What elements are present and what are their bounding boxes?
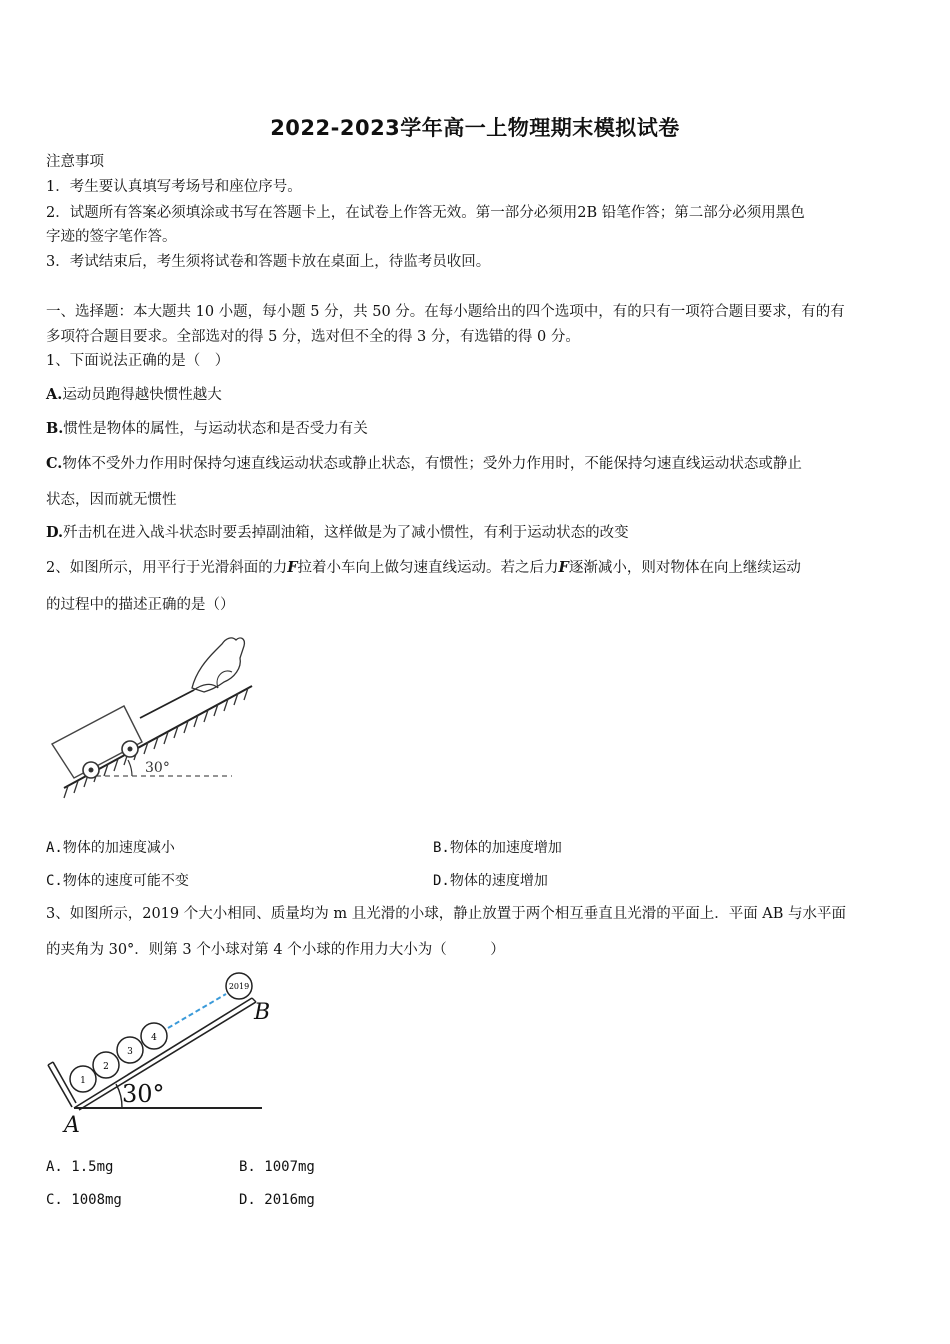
option-label: D.	[46, 524, 64, 541]
section-instructions: 一、选择题：本大题共 10 小题，每小题 5 分，共 50 分。在每小题给出的四个选项中，有的只有一项符合题目要求，有的有	[46, 304, 845, 320]
notice-item: 3．考试结束后，考生须将试卷和答题卡放在桌面上，待监考员收回。	[46, 254, 491, 270]
q3-stem-cont: 的夹角为 30°．则第 3 个小球对第 4 个小球的作用力大小为（ ）	[46, 942, 505, 958]
q1-stem: 1、下面说法正确的是（ ）	[46, 353, 230, 369]
q2-stem: 2、如图所示，用平行于光滑斜面的力F拉着小车向上做匀速直线运动。若之后力F逐渐减小，则对物体在向上继续运动	[46, 559, 801, 576]
q1-option-c	[46, 454, 802, 474]
q2-option-a: A.物体的加速度减小	[46, 840, 175, 856]
q1-option-d	[46, 523, 629, 543]
q2-option-b: B.物体的加速度增加	[433, 840, 562, 856]
q3-angle-label: 30°	[122, 1080, 165, 1108]
notice-item: 1．考生要认真填写考场号和座位序号。	[46, 179, 302, 195]
q3-figure-balls-on-incline	[46, 970, 286, 1140]
option-text: 物体不受外力作用时保持匀速直线运动状态或静止状态，有惯性；受外力作用时，不能保持匀速直线运动状态或静止	[62, 456, 802, 472]
option-label: B.	[46, 420, 64, 437]
q1-option-a	[46, 385, 222, 405]
force-symbol: F	[558, 559, 569, 576]
ball-label: 2	[103, 1062, 109, 1072]
notice-item: 字迹的签字笔作答。	[46, 229, 177, 245]
q2-option-c: C.物体的速度可能不变	[46, 873, 189, 889]
q2-stem-cont: 的过程中的描述正确的是（）	[46, 597, 235, 613]
ball-label: 3	[127, 1047, 133, 1057]
option-text: 运动员跑得越快惯性越大	[62, 387, 222, 403]
notice-item: 2．试题所有答案必须填涂或书写在答题卡上，在试卷上作答无效。第一部分必须用2B 铅笔作答；第二部分必须用黑色	[46, 205, 805, 221]
q2-option-d: D.物体的速度增加	[433, 873, 548, 889]
page-title: 2022-2023学年高一上物理期末模拟试卷	[270, 116, 680, 140]
q3-option-a: A. 1.5mg	[46, 1159, 114, 1175]
q3-option-d: D. 2016mg	[239, 1192, 315, 1208]
point-a-label: A	[64, 1113, 80, 1138]
notice-heading: 注意事项	[46, 154, 104, 170]
point-b-label: B	[254, 1000, 271, 1025]
q3-option-c: C. 1008mg	[46, 1192, 122, 1208]
ball-label: 1	[80, 1076, 86, 1086]
ball-label: 2019	[228, 982, 250, 991]
force-symbol: F	[287, 559, 298, 576]
q3-option-b: B. 1007mg	[239, 1159, 315, 1175]
q1-option-b	[46, 419, 368, 439]
option-text: 惯性是物体的属性，与运动状态和是否受力有关	[63, 421, 368, 437]
q2-angle-label: 30°	[145, 760, 170, 776]
option-label: C.	[46, 455, 63, 472]
q2-figure-cart-on-incline	[46, 628, 256, 803]
option-text: 歼击机在进入战斗状态时要丢掉副油箱，这样做是为了减小惯性，有利于运动状态的改变	[63, 525, 629, 541]
section-instructions: 多项符合题目要求。全部选对的得 5 分，选对但不全的得 3 分，有选错的得 0 分。	[46, 329, 580, 345]
q3-stem: 3、如图所示，2019 个大小相同、质量均为 m 且光滑的小球，静止放置于两个相互垂直且光滑的平面上．平面 AB 与水平面	[46, 906, 847, 922]
option-label: A.	[46, 386, 63, 403]
q1-option-c-cont: 状态，因而就无惯性	[46, 492, 177, 508]
ball-label: 4	[151, 1033, 157, 1043]
